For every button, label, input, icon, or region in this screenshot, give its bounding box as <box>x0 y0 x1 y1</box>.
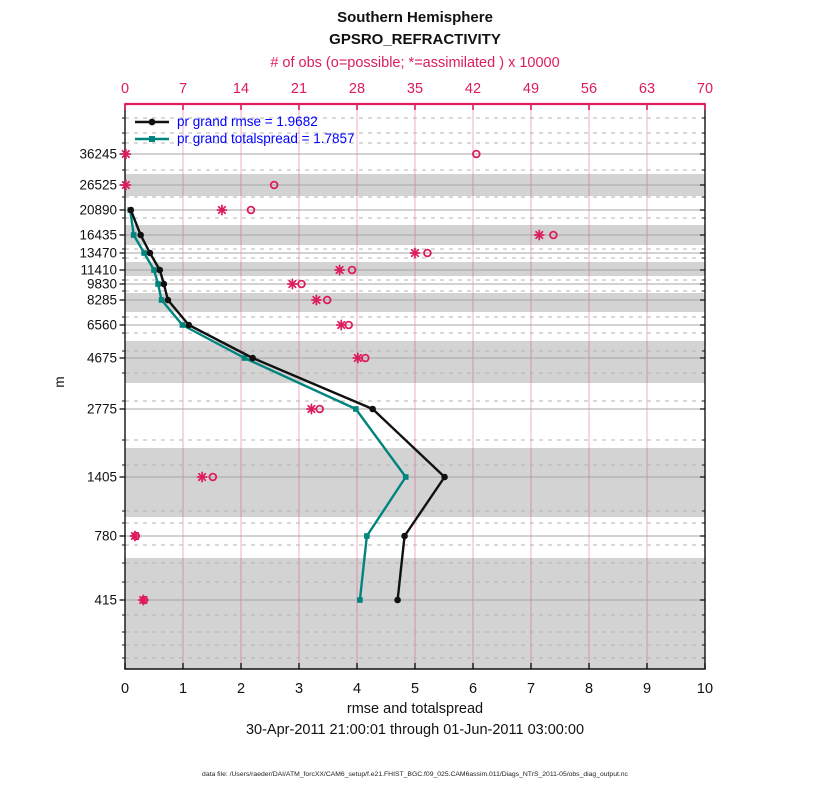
obs-axis-title: # of obs (o=possible; *=assimilated ) x 10000 <box>270 55 560 71</box>
rmse-point <box>394 597 401 604</box>
rmse-point <box>157 267 164 274</box>
rmse-point <box>186 322 193 329</box>
rmse-point <box>369 406 376 413</box>
y-tick-label: 11410 <box>80 262 117 278</box>
rmse-point <box>249 355 256 362</box>
bottom-tick-label: 3 <box>294 681 304 697</box>
rmse-legend-swatch <box>134 116 170 128</box>
figure-title-line1: Southern Hemisphere <box>337 9 493 26</box>
assimilated-marker <box>130 531 139 540</box>
totalspread-point <box>159 297 165 303</box>
bottom-tick-label: 5 <box>410 681 420 697</box>
top-tick-label: 49 <box>522 81 540 97</box>
bottom-tick-label: 8 <box>584 681 594 697</box>
assimilated-marker <box>337 320 346 329</box>
bottom-tick-label: 0 <box>120 681 130 697</box>
legend-row-spread <box>134 130 355 147</box>
assimilated-marker <box>312 295 321 304</box>
assimilated-marker <box>335 265 344 274</box>
bottom-tick-label: 2 <box>236 681 246 697</box>
bottom-tick-label: 9 <box>642 681 652 697</box>
bottom-tick-label: 1 <box>178 681 188 697</box>
assimilated-marker <box>307 404 316 413</box>
top-tick-label: 70 <box>696 81 714 97</box>
totalspread-point <box>180 322 186 328</box>
y-tick-label: 6560 <box>86 317 117 333</box>
assimilated-marker <box>217 205 226 214</box>
top-tick-label: 56 <box>580 81 598 97</box>
assimilated-marker <box>410 248 419 257</box>
totalspread-point <box>131 232 137 238</box>
top-tick-label: 35 <box>406 81 424 97</box>
y-tick-label: 4675 <box>86 350 117 366</box>
y-tick-label: 26525 <box>79 177 117 193</box>
legend-row-rmse <box>134 113 355 130</box>
totalspread-point <box>364 533 370 539</box>
rmse-point <box>128 207 135 214</box>
x-axis-label: rmse and totalspread <box>346 701 484 717</box>
top-tick-label: 28 <box>348 81 366 97</box>
assimilated-marker <box>121 180 130 189</box>
bottom-tick-label: 7 <box>526 681 536 697</box>
top-tick-label: 42 <box>464 81 482 97</box>
y-tick-label: 13470 <box>79 245 117 261</box>
y-axis-label: m <box>52 376 67 388</box>
assimilated-marker <box>353 353 362 362</box>
rmse-point <box>165 297 172 304</box>
assimilated-marker <box>139 595 148 604</box>
totalspread-point <box>155 281 161 287</box>
assimilated-marker <box>197 472 206 481</box>
y-tick-label: 2775 <box>86 401 117 417</box>
top-tick-label: 0 <box>120 81 130 97</box>
legend-label-rmse: pr grand rmse = 1.9682 <box>177 113 318 129</box>
rmse-point <box>401 533 408 540</box>
totalspread-point <box>353 406 359 412</box>
datafile-path: data file: /Users/raeder/DAI/ATM_forcXX/CAM6_setup/f.e21.FHIST_BGC.f09_025.CAM6assim.011/Diags_NTrS_2011-05/obs_diag_output.nc <box>202 771 628 778</box>
y-tick-label: 9830 <box>86 276 117 292</box>
totalspread-point <box>357 597 363 603</box>
timespan-caption: 30-Apr-2011 21:00:01 through 01-Jun-2011 03:00:00 <box>245 722 585 738</box>
spread-legend-swatch <box>134 133 170 145</box>
y-tick-label: 36245 <box>79 146 117 162</box>
rmse-point <box>161 281 168 288</box>
top-tick-label: 7 <box>178 81 188 97</box>
legend-label-spread: pr grand totalspread = 1.7857 <box>177 130 355 146</box>
rmse-point <box>147 250 154 257</box>
totalspread-point <box>141 250 147 256</box>
assimilated-marker <box>535 230 544 239</box>
y-tick-label: 20890 <box>79 202 117 218</box>
bottom-tick-label: 6 <box>468 681 478 697</box>
assimilated-marker <box>121 149 130 158</box>
rmse-point <box>441 474 448 481</box>
top-tick-label: 21 <box>290 81 308 97</box>
totalspread-point <box>151 267 157 273</box>
top-tick-label: 14 <box>232 81 250 97</box>
top-tick-label: 63 <box>638 81 656 97</box>
rmse-point <box>137 232 144 239</box>
figure-title-line2: GPSRO_REFRACTIVITY <box>329 31 501 48</box>
y-tick-label: 780 <box>94 528 117 544</box>
y-tick-label: 8285 <box>86 292 117 308</box>
y-tick-label: 415 <box>94 592 117 608</box>
totalspread-point <box>403 474 409 480</box>
bottom-tick-label: 4 <box>352 681 362 697</box>
legend <box>134 113 355 147</box>
bottom-tick-label: 10 <box>696 681 714 697</box>
assimilated-marker <box>288 279 297 288</box>
y-tick-label: 1405 <box>86 469 117 485</box>
y-tick-label: 16435 <box>79 227 117 243</box>
